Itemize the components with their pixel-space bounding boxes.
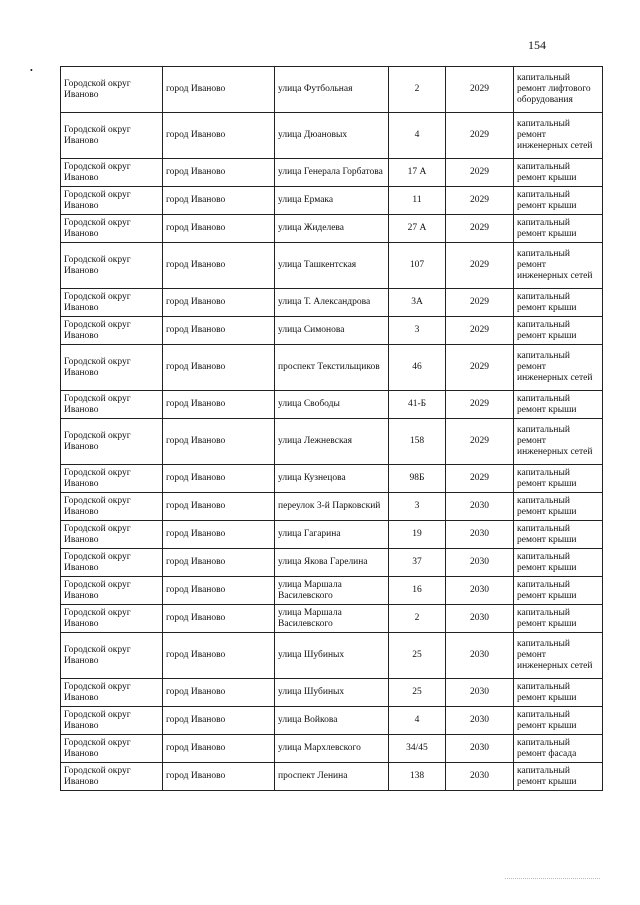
cell-street: улица Кузнецова xyxy=(275,465,389,493)
cell-region: Городской округ Иваново xyxy=(61,391,163,419)
cell-year: 2029 xyxy=(446,113,514,159)
table-row xyxy=(61,577,603,605)
cell-work-type: капитальный ремонт крыши xyxy=(514,549,603,577)
cell-city: город Иваново xyxy=(163,549,275,577)
cell-city: город Иваново xyxy=(163,391,275,419)
cell-street: улица Жиделева xyxy=(275,215,389,243)
cell-year: 2029 xyxy=(446,159,514,187)
cell-city: город Иваново xyxy=(163,345,275,391)
cell-work-type: капитальный ремонт крыши xyxy=(514,187,603,215)
cell-year: 2029 xyxy=(446,391,514,419)
cell-year: 2029 xyxy=(446,345,514,391)
cell-region: Городской округ Иваново xyxy=(61,317,163,345)
cell-city: город Иваново xyxy=(163,215,275,243)
cell-city: город Иваново xyxy=(163,113,275,159)
cell-region: Городской округ Иваново xyxy=(61,549,163,577)
cell-house-number: 19 xyxy=(389,521,446,549)
cell-city: город Иваново xyxy=(163,243,275,289)
cell-work-type: капитальный ремонт крыши xyxy=(514,289,603,317)
cell-work-type: капитальный ремонт лифтового оборудования xyxy=(514,67,603,113)
cell-year: 2030 xyxy=(446,735,514,763)
cell-street: улица Т. Александрова xyxy=(275,289,389,317)
cell-year: 2030 xyxy=(446,707,514,735)
cell-work-type: капитальный ремонт крыши xyxy=(514,521,603,549)
cell-region: Городской округ Иваново xyxy=(61,679,163,707)
cell-city: город Иваново xyxy=(163,679,275,707)
cell-region: Городской округ Иваново xyxy=(61,187,163,215)
cell-region: Городской округ Иваново xyxy=(61,67,163,113)
cell-street: переулок 3-й Парковский xyxy=(275,493,389,521)
cell-work-type: капитальный ремонт фасада xyxy=(514,735,603,763)
cell-work-type: капитальный ремонт крыши xyxy=(514,159,603,187)
cell-house-number: 17 А xyxy=(389,159,446,187)
cell-house-number: 2 xyxy=(389,67,446,113)
cell-work-type: капитальный ремонт крыши xyxy=(514,577,603,605)
cell-city: город Иваново xyxy=(163,763,275,791)
cell-city: город Иваново xyxy=(163,707,275,735)
cell-house-number: 4 xyxy=(389,707,446,735)
cell-house-number: 3А xyxy=(389,289,446,317)
cell-street: улица Маршала Василевского xyxy=(275,577,389,605)
cell-house-number: 98Б xyxy=(389,465,446,493)
cell-region: Городской округ Иваново xyxy=(61,735,163,763)
cell-city: город Иваново xyxy=(163,67,275,113)
cell-house-number: 107 xyxy=(389,243,446,289)
cell-work-type: капитальный ремонт крыши xyxy=(514,679,603,707)
cell-house-number: 25 xyxy=(389,679,446,707)
cell-region: Городской округ Иваново xyxy=(61,289,163,317)
table-row xyxy=(61,493,603,521)
cell-year: 2030 xyxy=(446,763,514,791)
cell-house-number: 46 xyxy=(389,345,446,391)
table-row xyxy=(61,633,603,679)
cell-city: город Иваново xyxy=(163,159,275,187)
table-body xyxy=(61,67,603,791)
table-row xyxy=(61,187,603,215)
repair-schedule-table xyxy=(60,66,603,791)
cell-house-number: 25 xyxy=(389,633,446,679)
cell-street: улица Футбольная xyxy=(275,67,389,113)
cell-year: 2030 xyxy=(446,577,514,605)
cell-year: 2029 xyxy=(446,289,514,317)
cell-house-number: 2 xyxy=(389,605,446,633)
cell-region: Городской округ Иваново xyxy=(61,577,163,605)
table-row xyxy=(61,521,603,549)
table-row xyxy=(61,159,603,187)
cell-year: 2029 xyxy=(446,419,514,465)
cell-work-type: капитальный ремонт крыши xyxy=(514,215,603,243)
cell-year: 2030 xyxy=(446,549,514,577)
margin-bullet: • xyxy=(30,66,33,75)
cell-city: город Иваново xyxy=(163,317,275,345)
cell-work-type: капитальный ремонт инженерных сетей xyxy=(514,633,603,679)
table-row xyxy=(61,289,603,317)
cell-work-type: капитальный ремонт крыши xyxy=(514,391,603,419)
cell-street: улица Генерала Горбатова xyxy=(275,159,389,187)
cell-year: 2030 xyxy=(446,605,514,633)
cell-city: город Иваново xyxy=(163,465,275,493)
cell-city: город Иваново xyxy=(163,577,275,605)
cell-house-number: 11 xyxy=(389,187,446,215)
table-row xyxy=(61,243,603,289)
cell-house-number: 37 xyxy=(389,549,446,577)
cell-street: улица Ермака xyxy=(275,187,389,215)
cell-street: улица Шубиных xyxy=(275,633,389,679)
cell-region: Городской округ Иваново xyxy=(61,345,163,391)
cell-work-type: капитальный ремонт крыши xyxy=(514,707,603,735)
cell-street: улица Шубиных xyxy=(275,679,389,707)
cell-house-number: 158 xyxy=(389,419,446,465)
table-row xyxy=(61,605,603,633)
cell-region: Городской округ Иваново xyxy=(61,521,163,549)
cell-year: 2030 xyxy=(446,679,514,707)
cell-street: улица Лежневская xyxy=(275,419,389,465)
cell-region: Городской округ Иваново xyxy=(61,419,163,465)
cell-year: 2030 xyxy=(446,521,514,549)
table-row xyxy=(61,67,603,113)
cell-region: Городской округ Иваново xyxy=(61,215,163,243)
table-row xyxy=(61,419,603,465)
cell-year: 2029 xyxy=(446,243,514,289)
cell-city: город Иваново xyxy=(163,289,275,317)
cell-city: город Иваново xyxy=(163,419,275,465)
cell-street: улица Симонова xyxy=(275,317,389,345)
cell-region: Городской округ Иваново xyxy=(61,493,163,521)
cell-year: 2029 xyxy=(446,465,514,493)
cell-region: Городской округ Иваново xyxy=(61,159,163,187)
page-number: 154 xyxy=(528,38,546,52)
table-row xyxy=(61,735,603,763)
cell-city: город Иваново xyxy=(163,521,275,549)
table-row xyxy=(61,707,603,735)
cell-house-number: 4 xyxy=(389,113,446,159)
cell-street: проспект Ленина xyxy=(275,763,389,791)
cell-work-type: капитальный ремонт крыши xyxy=(514,605,603,633)
cell-house-number: 27 А xyxy=(389,215,446,243)
table-row xyxy=(61,113,603,159)
cell-year: 2029 xyxy=(446,317,514,345)
cell-house-number: 16 xyxy=(389,577,446,605)
cell-region: Городской округ Иваново xyxy=(61,465,163,493)
cell-house-number: 138 xyxy=(389,763,446,791)
cell-year: 2029 xyxy=(446,215,514,243)
cell-house-number: 34/45 xyxy=(389,735,446,763)
cell-city: город Иваново xyxy=(163,605,275,633)
cell-work-type: капитальный ремонт крыши xyxy=(514,317,603,345)
cell-street: улица Гагарина xyxy=(275,521,389,549)
table-row xyxy=(61,549,603,577)
cell-city: город Иваново xyxy=(163,735,275,763)
cell-region: Городской округ Иваново xyxy=(61,763,163,791)
table-row xyxy=(61,345,603,391)
cell-work-type: капитальный ремонт крыши xyxy=(514,465,603,493)
table-row xyxy=(61,391,603,419)
cell-city: город Иваново xyxy=(163,633,275,679)
cell-year: 2030 xyxy=(446,633,514,679)
cell-work-type: капитальный ремонт инженерных сетей xyxy=(514,345,603,391)
cell-street: улица Дюановых xyxy=(275,113,389,159)
cell-work-type: капитальный ремонт инженерных сетей xyxy=(514,113,603,159)
cell-region: Городской округ Иваново xyxy=(61,633,163,679)
cell-house-number: 41-Б xyxy=(389,391,446,419)
cell-street: улица Маршала Василевского xyxy=(275,605,389,633)
cell-region: Городской округ Иваново xyxy=(61,707,163,735)
cell-street: улица Ташкентская xyxy=(275,243,389,289)
cell-year: 2029 xyxy=(446,187,514,215)
cell-year: 2029 xyxy=(446,67,514,113)
cell-work-type: капитальный ремонт инженерных сетей xyxy=(514,419,603,465)
cell-house-number: 3 xyxy=(389,317,446,345)
cell-work-type: капитальный ремонт крыши xyxy=(514,493,603,521)
cell-year: 2030 xyxy=(446,493,514,521)
cell-city: город Иваново xyxy=(163,493,275,521)
cell-street: улица Войкова xyxy=(275,707,389,735)
cell-region: Городской округ Иваново xyxy=(61,243,163,289)
cell-street: проспект Текстильщиков xyxy=(275,345,389,391)
table-row xyxy=(61,465,603,493)
cell-street: улица Свободы xyxy=(275,391,389,419)
footer-scan-mark xyxy=(505,872,600,879)
cell-street: улица Якова Гарелина xyxy=(275,549,389,577)
cell-street: улица Мархлевского xyxy=(275,735,389,763)
cell-region: Городской округ Иваново xyxy=(61,113,163,159)
table-row xyxy=(61,317,603,345)
cell-region: Городской округ Иваново xyxy=(61,605,163,633)
cell-work-type: капитальный ремонт инженерных сетей xyxy=(514,243,603,289)
cell-city: город Иваново xyxy=(163,187,275,215)
cell-work-type: капитальный ремонт крыши xyxy=(514,763,603,791)
cell-house-number: 3 xyxy=(389,493,446,521)
table-row xyxy=(61,215,603,243)
table-row xyxy=(61,679,603,707)
table-row xyxy=(61,763,603,791)
